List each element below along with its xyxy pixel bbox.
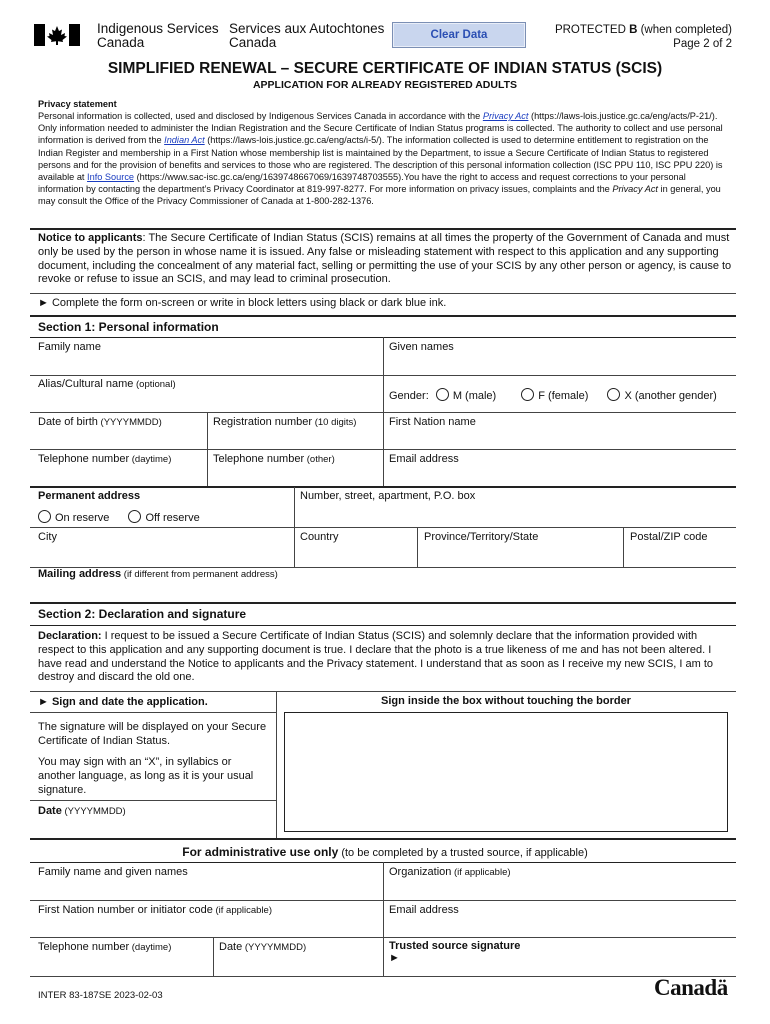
gender-f-label: F (female): [538, 390, 589, 402]
section1-title: Section 1: Personal information: [38, 320, 219, 334]
trusted-sig-label: Trusted source signature: [389, 940, 521, 952]
dob-label: Date of birth: [38, 416, 98, 428]
page-number: Page 2 of 2: [673, 38, 732, 50]
privacy-text-3: (https://laws-lois.justice.gc.ca/eng/acts/i-5/). The information collected is used to determine entitlement to registration on the Indian Register and membership in a First Nation whose membership list is maintained by the Department, to issue a Secure Certificate of Indian Status to registered persons and for the provision of benefits and services to those who are registered. The description of this personal information collection (ISC PPU 110, ISC PPU 220) is available at: [38, 135, 723, 183]
given-names-label: Given names: [389, 341, 454, 353]
declaration-text: I request to be issued a Secure Certificate of Indian Status (SCIS) and solemnly declare that the information provided with respect to this application and any supporting document is true. I declare that the photo is a true likeness of me and has not been altered. I have read and understand the Notice to applicants and the Privacy statement. I understand that as soon as I receive my new SCIS, I am to destroy and discard the old one.: [38, 630, 714, 684]
cell-border: [623, 527, 624, 567]
canada-wordmark: Canadä: [654, 975, 728, 1000]
divider: [30, 527, 736, 528]
declaration-label: Declaration:: [38, 630, 102, 642]
form-code: INTER 83-187SE 2023-02-03: [38, 990, 163, 1001]
divider: [30, 712, 276, 713]
divider: [30, 315, 736, 317]
first-nation-field[interactable]: [389, 416, 476, 428]
province-field[interactable]: [424, 531, 538, 543]
privacy-heading: Privacy statement: [38, 99, 117, 109]
telephone-other-field[interactable]: [213, 453, 335, 465]
arrow-icon: ►: [389, 952, 400, 964]
dept-name-fr: [229, 22, 384, 50]
signature-box[interactable]: [284, 712, 728, 832]
country-field[interactable]: [300, 531, 339, 543]
notice-text: : The Secure Certificate of Indian Status (SCIS) remains at all times the property of the Government of Canada and must only be used by the person in whose name it is issued. Any false or misleading statement with respect to this application and any supporting document, including the concealment of any material fact, selling or permitting the use of your SCIS by any other person or agency, is cause to revoke or refuse to issue an SCIS, and may lead to criminal prosecution.: [38, 232, 732, 286]
given-names-field[interactable]: [389, 341, 454, 353]
mailing-label: Mailing address: [38, 568, 122, 580]
city-label: City: [38, 531, 57, 543]
telephone-daytime-field[interactable]: [38, 453, 171, 465]
protected-suffix: (when completed): [637, 24, 732, 36]
radio-icon[interactable]: [128, 510, 141, 523]
gender-x-option[interactable]: [607, 390, 716, 402]
indian-act-link[interactable]: Indian Act: [164, 135, 205, 146]
privacy-text-5: in general, you may consult the Office of the Privacy Commissioner of Canada at 1-800-282-1376.: [38, 184, 721, 207]
form-subtitle: APPLICATION FOR ALREADY REGISTERED ADULTS: [252, 79, 518, 91]
divider: [30, 900, 736, 901]
email-label: Email address: [389, 453, 459, 465]
clear-data-button[interactable]: Clear Data: [392, 22, 526, 48]
admin-tel-label: Telephone number: [38, 941, 130, 953]
notice-to-applicants: [38, 232, 732, 287]
dept-en-line1: Indigenous Services: [97, 21, 219, 36]
tel-other-label: Telephone number: [213, 453, 305, 465]
radio-icon[interactable]: [607, 388, 620, 401]
signature-date-field[interactable]: [38, 805, 126, 817]
permanent-address-heading: Permanent address: [38, 490, 141, 502]
reg-num-hint: (10 digits): [312, 417, 357, 428]
admin-email-label: Email address: [389, 904, 459, 916]
gender-f-option[interactable]: [521, 390, 588, 402]
divider: [30, 937, 736, 938]
reserve-group: [38, 510, 200, 524]
divider: [30, 976, 736, 977]
mailing-address-field[interactable]: [38, 568, 278, 580]
admin-fn-number-field[interactable]: [38, 904, 272, 916]
alias-label: Alias/Cultural name: [38, 378, 134, 390]
admin-org-hint: (if applicable): [451, 867, 511, 878]
admin-fn-hint: (if applicable): [212, 905, 272, 916]
alias-field[interactable]: [38, 378, 176, 390]
cell-border: [417, 527, 418, 567]
family-name-label: Family name: [38, 341, 101, 353]
admin-title-hint: (to be completed by a trusted source, if applicable): [338, 847, 588, 859]
privacy-text-4: (https://www.sac-isc.gc.ca/eng/1639748667069/1639748703555).You have the right to access and request corrections to your personal information by contacting the department’s Privacy Coordinator at 819-997-8277. For more information on privacy issues, complaints and the: [38, 172, 686, 195]
email-field[interactable]: [389, 453, 459, 465]
cell-border: [276, 691, 277, 839]
cell-border: [383, 862, 384, 976]
admin-org-label: Organization: [389, 866, 452, 878]
off-reserve-option[interactable]: [128, 512, 199, 524]
reg-num-label: Registration number: [213, 416, 313, 428]
admin-family-given-field[interactable]: [38, 866, 188, 878]
street-field[interactable]: [300, 490, 475, 502]
divider: [30, 449, 736, 450]
dept-fr-line1: Services aux Autochtones: [229, 21, 385, 36]
dept-fr-line2: Canada: [229, 35, 277, 50]
admin-date-format: (YYYYMMDD): [242, 942, 307, 953]
family-name-field[interactable]: [38, 341, 101, 353]
tel-day-label: Telephone number: [38, 453, 130, 465]
gender-label: Gender:: [389, 390, 429, 402]
admin-title: For administrative use only: [182, 845, 339, 859]
signature-note-2: You may sign with an “X”, in syllabics or another language, as long as it is your usual signature.: [38, 756, 254, 796]
divider: [30, 228, 736, 230]
declaration: [38, 630, 734, 685]
sign-box-label: Sign inside the box without touching the border: [381, 695, 631, 707]
divider: [30, 691, 736, 692]
province-label: Province/Territory/State: [424, 531, 539, 543]
street-label: Number, street, apartment, P.O. box: [300, 490, 476, 502]
postal-code-field[interactable]: [630, 531, 707, 543]
gender-m-label: M (male): [452, 390, 497, 402]
on-reserve-option[interactable]: [38, 512, 109, 524]
first-nation-label: First Nation name: [389, 416, 476, 428]
privacy-act-link[interactable]: Privacy Act: [482, 111, 529, 121]
protected-marking: [555, 23, 732, 51]
notice-label: Notice to applicants: [38, 232, 143, 244]
gender-group: [389, 388, 717, 402]
divider: [30, 486, 736, 488]
admin-fn-label: First Nation number or initiator code: [38, 904, 213, 916]
divider: [30, 800, 276, 801]
signature-note-1: The signature will be displayed on your Secure Certificate of Indian Status.: [38, 721, 267, 747]
admin-email-field[interactable]: [389, 904, 459, 916]
postal-label: Postal/ZIP code: [630, 531, 708, 543]
sig-date-label: Date: [38, 805, 62, 817]
country-label: Country: [300, 531, 339, 543]
gender-x-label: X (another gender): [624, 390, 717, 402]
privacy-text-2: (https://laws-lois.justice.gc.ca/eng/acts/P-21/). Only information needed to administer the Indian Registration and the Secure Certificate of Indian Status programs is collected. The authority to collect and use personal information is derived from the: [38, 111, 723, 146]
canada-flag-logo: [34, 24, 80, 46]
radio-icon[interactable]: [436, 388, 449, 401]
privacy-statement: [38, 110, 730, 208]
gender-m-option[interactable]: [436, 390, 496, 402]
privacy-text-1: Personal information is collected, used and disclosed by Indigenous Services Canada in accordance with the: [38, 111, 483, 121]
divider: [30, 602, 736, 604]
admin-organization-field[interactable]: [389, 866, 511, 878]
sign-date-instruction: ► Sign and date the application.: [38, 696, 208, 708]
radio-icon[interactable]: [521, 388, 534, 401]
dept-name-en: [97, 22, 219, 50]
dob-field[interactable]: [38, 416, 162, 428]
alias-optional: (optional): [133, 379, 176, 390]
radio-icon[interactable]: [38, 510, 51, 523]
dept-en-line2: Canada: [97, 35, 145, 50]
trusted-source-signature-field[interactable]: [389, 940, 520, 964]
admin-tel-hint: (daytime): [129, 942, 172, 953]
privacy-act-italic: Privacy Act: [612, 184, 658, 195]
cell-border: [383, 337, 384, 375]
on-reserve-label: On reserve: [55, 512, 110, 524]
form-title: SIMPLIFIED RENEWAL – SECURE CERTIFICATE OF INDIAN STATUS (SCIS): [107, 60, 663, 77]
instruction: ► Complete the form on-screen or write in block letters using black or dark blue ink.: [38, 297, 447, 309]
divider: [30, 293, 736, 294]
admin-date-field[interactable]: [219, 941, 306, 953]
protected-prefix: PROTECTED: [554, 24, 630, 36]
tel-other-hint: (other): [304, 454, 335, 465]
admin-heading: [0, 845, 770, 859]
sig-date-format: (YYYYMMDD): [61, 806, 126, 817]
info-source-link[interactable]: Info Source: [87, 172, 135, 183]
section2-title: Section 2: Declaration and signature: [38, 607, 247, 621]
tel-day-hint: (daytime): [129, 454, 172, 465]
divider: [30, 625, 736, 626]
dob-format: (YYYYMMDD): [97, 417, 162, 428]
divider: [30, 838, 736, 840]
cell-border: [383, 375, 384, 412]
admin-telephone-field[interactable]: [38, 941, 171, 953]
off-reserve-label: Off reserve: [145, 512, 200, 524]
cell-border: [213, 937, 214, 976]
registration-number-field[interactable]: [213, 416, 356, 428]
admin-date-label: Date: [219, 941, 243, 953]
mailing-hint: (if different from permanent address): [121, 569, 278, 580]
city-field[interactable]: [38, 531, 57, 543]
admin-family-given-label: Family name and given names: [38, 866, 188, 878]
protected-level: B: [629, 24, 638, 36]
